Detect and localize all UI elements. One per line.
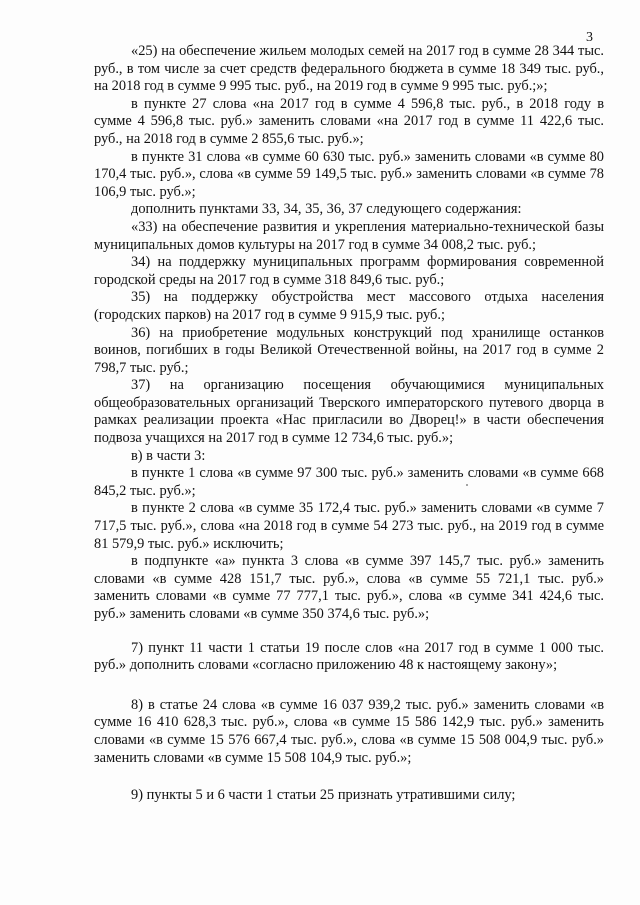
paragraph-point-27: в пункте 27 слова «на 2017 год в сумме 4 596,8 тыс. руб., в 2018 году в сумме 4 596,8 тыс. руб.» заменить словами «на 2017 год в сумме 11 422,6 тыс. руб., на 2018 год в сумме 2 855,6 тыс. руб.»; [94, 95, 604, 147]
paragraph-item-9: 9) пункты 5 и 6 части 1 статьи 25 признать утратившими силу; [131, 787, 516, 804]
paragraph-item-8: 8) в статье 24 слова «в сумме 16 037 939,2 тыс. руб.» заменить словами «в сумме 16 410 628,3 тыс. руб.», слова «в сумме 15 586 142,9 тыс. руб.» заменить словами «в сумме 15 576 667,4 тыс. руб.», слова «в сумме 15 508 004,9 тыс. руб.» заменить словами «в сумме 15 508 104,9 тыс. руб.»; [94, 696, 604, 766]
paragraph-part-3-point-3a: в подпункте «а» пункта 3 слова «в сумме 397 145,7 тыс. руб.» заменить словами «в сумме 428 151,7 тыс. руб.», слова «в сумме 55 721,1 тыс. руб.» заменить словами «в сумме 77 777,1 тыс. руб.», слова «в сумме 341 424,6 тыс. руб.» заменить словами «в сумме 350 374,6 тыс. руб.»; [94, 553, 604, 622]
paragraph-part-3: в) в части 3: [131, 447, 206, 464]
paragraph-part-3-point-2: в пункте 2 слова «в сумме 35 172,4 тыс. руб.» заменить словами «в сумме 7 717,5 тыс. руб.», слова «на 2018 год в сумме 54 273 тыс. руб., на 2019 год в сумме 81 579,9 тыс. руб.» исключить; [94, 500, 604, 552]
paragraph-37: 37) на организацию посещения обучающимися муниципальных общеобразовательных организаций Тверского императорского путевого дворца в рамках реализации проекта «Нас пригласили во Дворец!» в части обеспечения подвоза учащихся на 2017 год в сумме 12 734,6 тыс. руб.»; [94, 377, 604, 447]
document-body [94, 43, 604, 805]
paragraph-34: 34) на поддержку муниципальных программ формирования современной городской среды на 2017 год в сумме 318 849,6 тыс. руб.; [94, 254, 604, 288]
paragraph-add-points: дополнить пунктами 33, 34, 35, 36, 37 следующего содержания: [131, 201, 522, 218]
paragraph-item-7: 7) пункт 11 части 1 статьи 19 после слов «на 2017 год в сумме 1 000 тыс. руб.» дополнить словами «согласно приложению 48 к настоящему закону»; [94, 639, 604, 674]
paragraph-part-3-point-1: в пункте 1 слова «в сумме 97 300 тыс. руб.» заменить словами «в сумме 668 845,2 тыс. руб.»; [94, 465, 604, 499]
paragraph-36: 36) на приобретение модульных конструкций под хранилище останков воинов, погибших в годы Великой Отечественной войны, на 2017 год в сумме 2 798,7 тыс. руб.; [94, 324, 604, 376]
paragraph-33: «33) на обеспечение развития и укрепления материально-технической базы муниципальных домов культуры на 2017 год в сумме 34 008,2 тыс. руб.; [94, 218, 604, 253]
page-number: 3 [586, 30, 593, 45]
scan-speck [466, 484, 468, 486]
paragraph-25: «25) на обеспечение жильем молодых семей на 2017 год в сумме 28 344 тыс. руб., в том числе за счет средств федерального бюджета в сумме 18 349 тыс. руб., на 2018 год в сумме 9 995 тыс. руб., на 2019 год в сумме 9 995 тыс. руб.;»; [94, 43, 604, 95]
paragraph-point-31: в пункте 31 слова «в сумме 60 630 тыс. руб.» заменить словами «в сумме 80 170,4 тыс. руб.», слова «в сумме 59 149,5 тыс. руб.» заменить словами «в сумме 78 106,9 тыс. руб.»; [94, 148, 604, 200]
paragraph-35: 35) на поддержку обустройства мест массового отдыха населения (городских парков) на 2017 год в сумме 9 915,9 тыс. руб.; [94, 289, 604, 323]
